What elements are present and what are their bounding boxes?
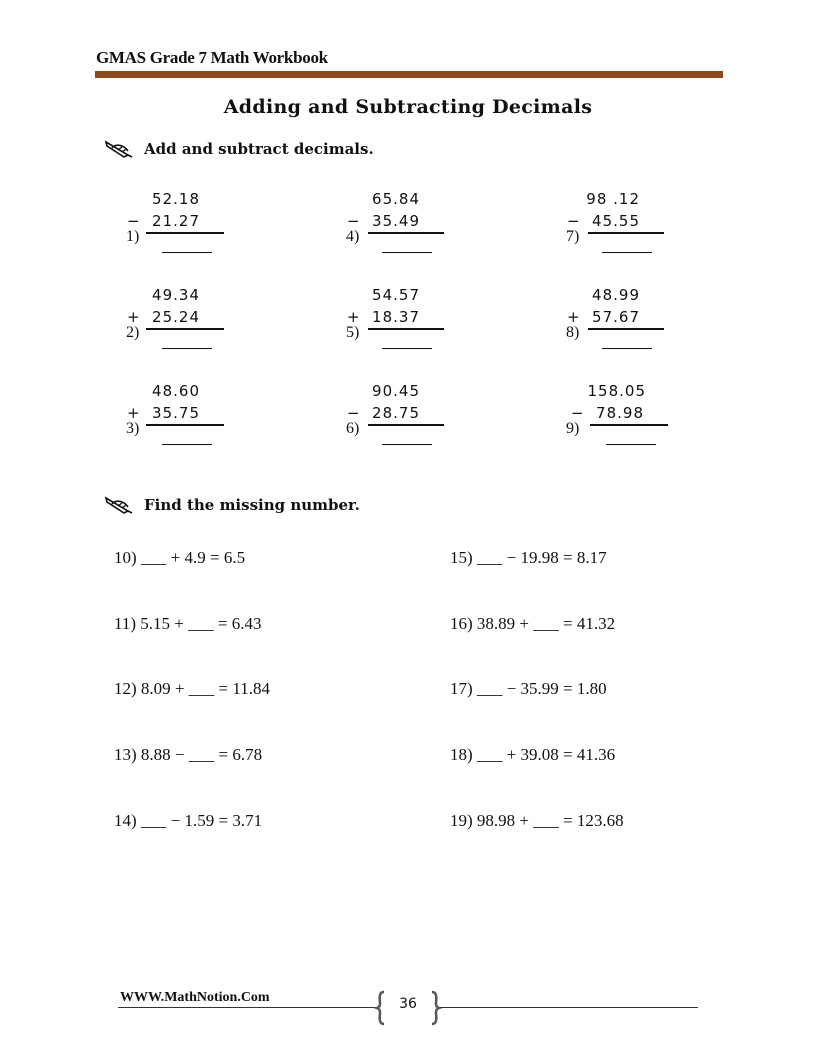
problem-bottom: + 57.67	[566, 308, 640, 326]
answer-blank[interactable]	[162, 252, 212, 253]
problem-top: 48.60	[152, 382, 200, 400]
problem-top: 158.05	[587, 382, 646, 400]
instruction-2	[104, 495, 360, 515]
pencil-icon	[104, 139, 134, 159]
answer-blank[interactable]	[602, 348, 652, 349]
problem-bottom: − 28.75	[346, 404, 420, 422]
sum-line	[368, 328, 444, 330]
answer-blank[interactable]	[162, 444, 212, 445]
problem-4	[346, 190, 476, 270]
problem-bottom: + 18.37	[346, 308, 420, 326]
sum-line	[368, 232, 444, 234]
sum-line	[588, 232, 664, 234]
problem-bottom: − 35.49	[346, 212, 420, 230]
problem-number: 7)	[566, 228, 580, 245]
header-rule	[95, 71, 723, 78]
answer-blank[interactable]	[382, 348, 432, 349]
problem-bottom: − 45.55	[566, 212, 640, 230]
problem-number: 9)	[566, 420, 580, 437]
page-number: 36	[399, 996, 417, 1012]
sum-line	[588, 328, 664, 330]
problem-5	[346, 286, 476, 366]
instruction-1	[104, 139, 374, 159]
footer-rule-right	[440, 1007, 698, 1008]
problem-1	[126, 190, 256, 270]
page-title: Adding and Subtracting Decimals	[223, 96, 593, 118]
problem-3	[126, 382, 256, 462]
problem-top: 54.57	[372, 286, 420, 304]
missing-item-13: 13) 8.88 − ___ = 6.78	[114, 745, 263, 764]
sum-line	[368, 424, 444, 426]
problem-8	[566, 286, 696, 366]
problem-bottom: + 25.24	[126, 308, 200, 326]
problem-6	[346, 382, 476, 462]
missing-item-16: 16) 38.89 + ___ = 41.32	[450, 614, 616, 633]
missing-item-10: 10) ___ + 4.9 = 6.5	[114, 548, 246, 567]
problem-top: 90.45	[372, 382, 420, 400]
sum-line	[146, 328, 224, 330]
answer-blank[interactable]	[602, 252, 652, 253]
problem-number: 2)	[126, 324, 140, 341]
problem-top: 98 .12	[586, 190, 640, 208]
footer-rule-left	[118, 1007, 376, 1008]
sum-line	[146, 424, 224, 426]
instruction-1-text: Add and subtract decimals.	[144, 140, 374, 158]
problem-number: 3)	[126, 420, 140, 437]
missing-item-17: 17) ___ − 35.99 = 1.80	[450, 679, 607, 698]
missing-item-15: 15) ___ − 19.98 = 8.17	[450, 548, 607, 567]
problem-7	[566, 190, 696, 270]
sum-line	[590, 424, 668, 426]
problem-top: 65.84	[372, 190, 420, 208]
missing-item-12: 12) 8.09 + ___ = 11.84	[114, 679, 270, 698]
answer-blank[interactable]	[382, 444, 432, 445]
problem-top: 48.99	[592, 286, 640, 304]
sum-line	[146, 232, 224, 234]
problem-number: 5)	[346, 324, 360, 341]
missing-item-19: 19) 98.98 + ___ = 123.68	[450, 811, 624, 830]
workbook-title: GMAS Grade 7 Math Workbook	[96, 48, 328, 67]
missing-item-14: 14) ___ − 1.59 = 3.71	[114, 811, 263, 830]
answer-blank[interactable]	[382, 252, 432, 253]
problem-2	[126, 286, 256, 366]
problem-bottom: − 78.98	[570, 404, 644, 422]
problem-number: 6)	[346, 420, 360, 437]
instruction-2-text: Find the missing number.	[144, 496, 360, 514]
missing-item-18: 18) ___ + 39.08 = 41.36	[450, 745, 616, 764]
missing-item-11: 11) 5.15 + ___ = 6.43	[114, 614, 262, 633]
answer-blank[interactable]	[162, 348, 212, 349]
problem-9	[566, 382, 696, 462]
answer-blank[interactable]	[606, 444, 656, 445]
footer-website: WWW.MathNotion.Com	[120, 990, 270, 1005]
problem-number: 1)	[126, 228, 140, 245]
problem-top: 52.18	[152, 190, 200, 208]
problem-top: 49.34	[152, 286, 200, 304]
problem-number: 4)	[346, 228, 360, 245]
problem-number: 8)	[566, 324, 580, 341]
problem-bottom: + 35.75	[126, 404, 200, 422]
problem-bottom: − 21.27	[126, 212, 200, 230]
pencil-icon	[104, 495, 134, 515]
